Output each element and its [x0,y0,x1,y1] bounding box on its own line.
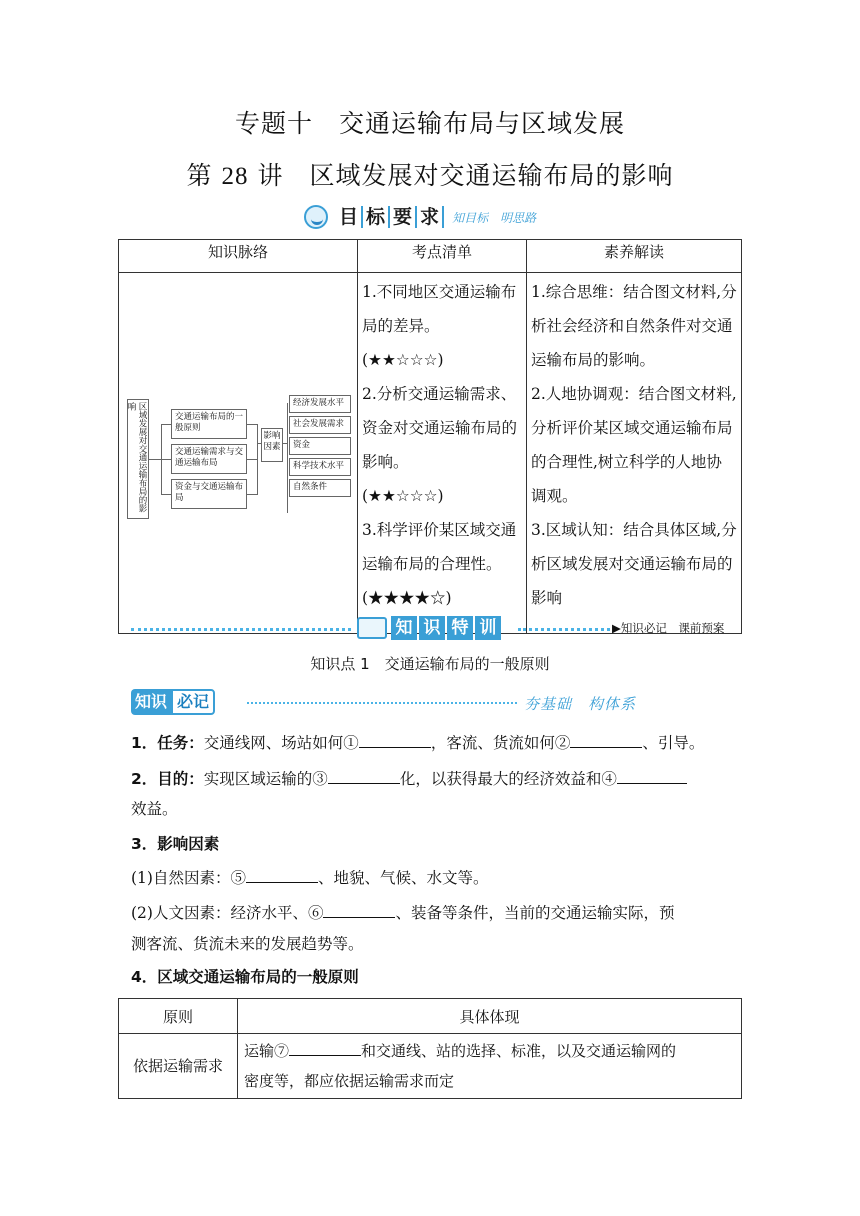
header-principle: 原则 [119,999,238,1034]
header-knowledge: 知识脉络 [119,240,358,273]
badge-part-b: 必记 [171,689,215,715]
literacy-item: 3.区域认知：结合具体区域,分析区域发展对交通运输布局的影响 [531,521,737,607]
header-detail: 具体体现 [238,999,742,1034]
aim-word: 标 [363,206,390,228]
detail-text: 密度等，都应依据运输需求而定 [244,1072,455,1090]
literacy-item: 2.人地协调观：结合图文材料,分析评价某区域交通运输布局的合理性,树立科学的人地协调观。 [531,385,737,505]
line-text: 、装备等条件，当前的交通运输实际，预 [395,904,675,922]
connector-line [161,424,171,425]
lecture-number: 28 [221,163,249,190]
line-text: ，客流、货流如何② [430,734,571,752]
fill-blank-4[interactable] [617,767,687,784]
principle-cell: 依据运输需求 [119,1034,238,1099]
connector-line [247,459,257,460]
detail-text: 和交通线、站的选择、标准，以及交通运输网的 [361,1042,677,1060]
content-line-5b: 测客流、货流未来的发展趋势等。 [131,935,364,953]
mind-map-branch: 资金与交通运输布局 [171,479,247,509]
content-line-6: 4．区域交通运输布局的一般原则 [131,968,359,986]
banner-note: ▶知识必记 课前预案 [612,621,725,635]
connector-line [247,424,257,425]
checklist-item: (★★☆☆☆) [362,351,444,369]
lecture-title-suffix: 讲 区域发展对交通运输布局的影响 [248,161,674,190]
content-line-2 [131,767,687,790]
content-line-3: 3．影响因素 [131,835,220,853]
literacy-cell [527,273,742,634]
dotted-divider [518,628,610,631]
banner-tile: 训 [475,616,501,640]
topic-title: 专题十 交通运输布局与区域发展 [234,109,625,138]
mind-map [119,273,355,633]
mind-map-factor: 经济发展水平 [289,395,351,413]
knowledge-point-title: 知识点 1 交通运输布局的一般原则 [310,655,550,673]
dotted-divider [131,628,351,631]
checklist-cell [358,273,527,634]
target-icon [304,205,328,229]
checklist-item: 2.分析交通运输需求、资金对交通运输布局的影响。 [362,385,518,471]
lecture-title [0,156,860,192]
objectives-table [118,239,742,634]
table-row [119,1034,742,1099]
aim-subtitle: 知目标 明思路 [452,210,537,225]
line-text: 实现区域运输的③ [203,770,328,788]
content-line-4 [131,866,488,889]
lecture-title-prefix: 第 [186,161,222,190]
connector-line [161,494,171,495]
checklist-item: 3.科学评价某区域交通运输布局的合理性。(★★★★☆) [362,521,517,607]
header-literacy: 素养解读 [527,240,742,273]
principles-table [118,998,742,1099]
table-row [119,273,742,634]
connector-line [161,459,171,460]
aim-word: 求 [417,206,444,228]
book-icon [357,617,387,639]
header-checklist: 考点清单 [358,240,527,273]
dotted-divider [247,702,517,704]
connector-line [149,459,161,460]
mind-map-factor: 科学技术水平 [289,458,351,476]
connector-line [287,403,288,513]
line-text: (2)人文因素：经济水平、⑥ [131,904,324,922]
fill-blank-7[interactable] [289,1039,361,1056]
aim-word: 目 [336,206,363,228]
line-text: 、引导。 [642,734,705,752]
training-banner [357,616,503,640]
line-heading: 1．任务： [131,734,204,752]
checklist-item: (★★☆☆☆) [362,487,444,505]
aim-bar [304,204,536,230]
fill-blank-5[interactable] [246,866,318,883]
content-line-5 [131,901,674,924]
mind-map-cell [119,273,358,634]
line-heading: 2．目的： [131,770,204,788]
detail-cell [238,1034,742,1099]
mind-map-branch: 交通运输需求与交通运输布局 [171,444,247,474]
mind-map-factor: 自然条件 [289,479,351,497]
connector-line [247,494,257,495]
badge-part-a: 知识 [131,689,171,715]
banner-tile: 知 [391,616,417,640]
table-header-row [119,999,742,1034]
line-text: 化，以获得最大的经济效益和④ [399,770,617,788]
banner-tile: 特 [447,616,473,640]
fill-blank-6[interactable] [323,901,395,918]
content-line-1 [131,731,704,754]
line-text: 、地貌、气候、水文等。 [317,869,489,887]
line-text: (1)自然因素：⑤ [131,869,246,887]
mind-map-branch: 交通运输布局的一般原则 [171,409,247,439]
checklist-item: 1.不同地区交通运输布局的差异。 [362,283,517,335]
mind-map-factor: 资金 [289,437,351,455]
table-header-row [119,240,742,273]
mind-map-factor: 社会发展需求 [289,416,351,434]
fill-blank-1[interactable] [359,731,431,748]
content-line-2b: 效益。 [131,800,178,818]
badge-subtitle: 夯基础 构体系 [524,695,637,713]
banner-tile: 识 [419,616,445,640]
line-text: 交通线网、场站如何① [203,734,359,752]
fill-blank-3[interactable] [328,767,400,784]
connector-line [257,424,258,495]
memorize-badge [131,689,215,715]
aim-word: 要 [390,206,417,228]
mind-map-root: 区域发展对交通运输布局的影响 [127,399,149,519]
detail-text: 运输⑦ [244,1042,290,1060]
fill-blank-2[interactable] [570,731,642,748]
literacy-item: 1.综合思维：结合图文材料,分析社会经济和自然条件对交通运输布局的影响。 [531,283,737,369]
mind-map-factor-label: 影响因素 [261,428,283,462]
